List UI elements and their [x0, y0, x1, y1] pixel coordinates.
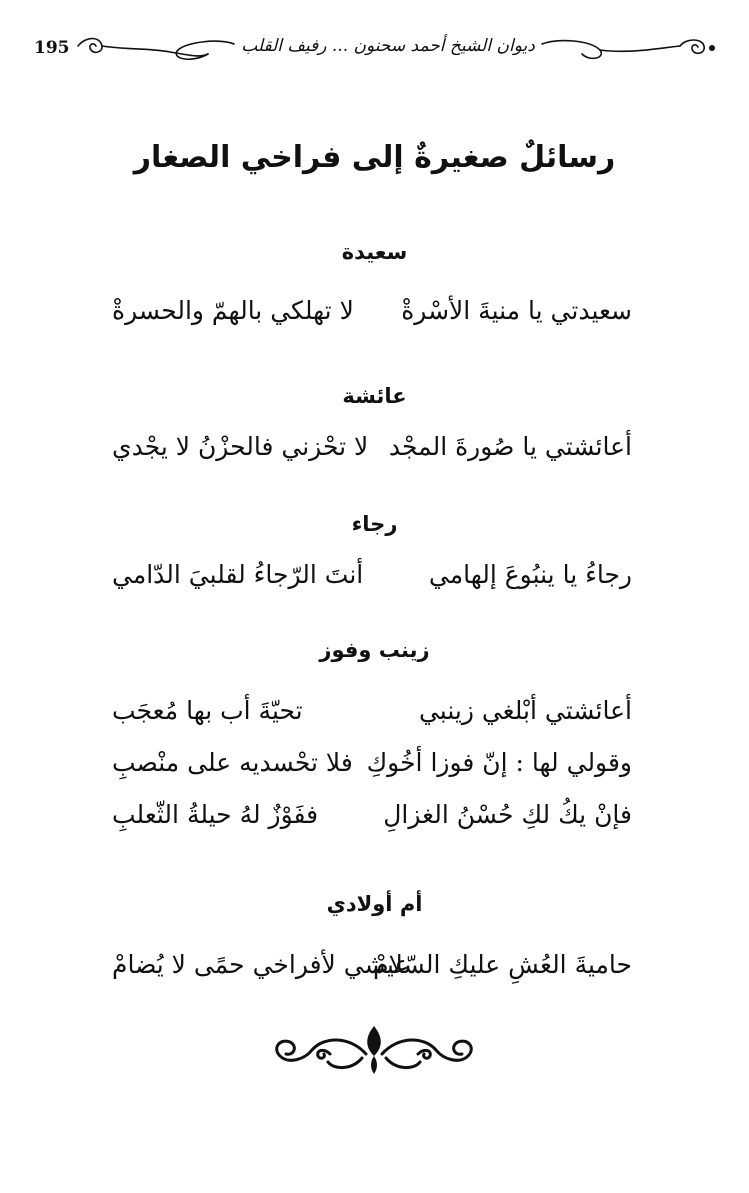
- verse-line: [112, 432, 632, 478]
- verse-first-hemistich: فإنْ يكُ لكِ حُسْنُ الغزالِ: [383, 800, 632, 829]
- verse-line: [112, 748, 632, 794]
- verse-second-hemistich: لا تهلكي بالهمّ والحسرةْ: [112, 296, 354, 325]
- page-header: [30, 28, 720, 68]
- page-title: رسائلٌ صغيرةٌ إلى فراخي الصغار: [133, 140, 616, 175]
- verse-first-hemistich: رجاءُ يا ينبُوعَ إلهامي: [428, 560, 632, 589]
- verse-line: [112, 800, 632, 846]
- verse-line: [112, 296, 632, 342]
- poem-heading: عائشة: [342, 384, 407, 408]
- verse-first-hemistich: أعائشتي يا صُورةَ المجْد: [388, 432, 632, 461]
- verse-second-hemistich: أنتَ الرّجاءُ لقلبيَ الدّامي: [112, 560, 364, 589]
- verse-line: [112, 560, 632, 606]
- verse-first-hemistich: سعيدتي يا منيةَ الأسْرةْ: [401, 296, 632, 325]
- verse-second-hemistich: ففَوْزٌ لهُ حيلةُ الثّعلبِ: [112, 800, 319, 829]
- verse-first-hemistich: وقولي لها : إنّ فوزا أخُوكِ: [366, 748, 632, 777]
- page-number: 195: [34, 38, 70, 58]
- poem-heading: أم أولادي: [326, 892, 423, 916]
- closing-ornament-icon: [264, 1022, 484, 1078]
- verse-first-hemistich: أعائشتي أبْلغي زينبي: [418, 696, 632, 725]
- poem-heading: زينب وفوز: [319, 638, 430, 662]
- verse-second-hemistich: فلا تحْسديه على منْصبِ: [112, 748, 353, 777]
- poem-heading: رجاء: [351, 512, 398, 536]
- poem-heading: سعيدة: [341, 240, 408, 264]
- verse-second-hemistich: عيشي لأفراخي حمًى لا يُضامْ: [112, 950, 410, 979]
- verse-first-hemistich: حاميةَ العُشِ عليكِ السّلامْ: [373, 950, 632, 979]
- verse-line: [112, 950, 632, 996]
- running-title: ديوان الشيخ أحمد سحنون ... رفيف القلب: [241, 36, 535, 56]
- verse-line: [112, 696, 632, 742]
- verse-second-hemistich: لا تحْزني فالحزْنُ لا يجْدي: [112, 432, 369, 461]
- verse-second-hemistich: تحيّةَ أب بها مُعجَب: [112, 696, 303, 725]
